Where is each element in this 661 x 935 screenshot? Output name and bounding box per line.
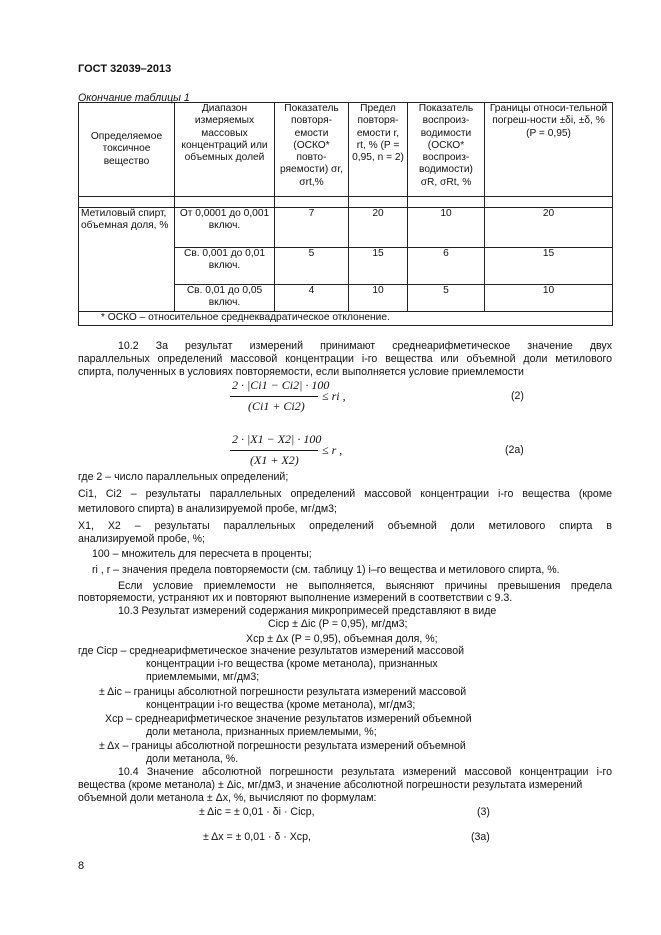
col-header-reproducibility-index: Показатель воспроиз-водимости (ОСКО* воспроиз-водимости) σR, σRt, %: [408, 103, 485, 197]
eq2a-fraction-bar: [230, 450, 318, 451]
paragraph-10-2-line-2: параллельных определений массовой концентрации i-го вещества или объемной доли метилового: [78, 353, 612, 365]
value-cell: 10: [349, 285, 408, 312]
eq2-numerator: 2 · |Ci1 − Ci2| · 100: [232, 378, 330, 392]
where-line-2: Ci1, Ci2 – результаты параллельных определений массовой концентрации i-го вещества (кроме: [78, 488, 612, 500]
range-cell: Св. 0,001 до 0,01 включ.: [175, 248, 275, 285]
range-cell: От 0,0001 до 0,001 включ.: [175, 208, 275, 248]
paragraph-10-4-line-3: объемной доли метанола ± Δx, %, вычисляют по формулам:: [78, 792, 377, 804]
def-line-7: доли метанола, признанных приемлемыми, %;: [146, 726, 377, 738]
value-cell: 5: [408, 285, 485, 312]
where-line-4: X1, X2 – результаты параллельных определений объемной доли метилового спирта в: [78, 520, 612, 532]
value-cell: 10: [485, 285, 613, 312]
result-volume-fraction: Xср ± Δx (P = 0,95), объемная доля, %;: [246, 633, 438, 645]
page-number: 8: [78, 860, 85, 872]
value-cell: 15: [349, 248, 408, 285]
def-line-9: доли метанола, %.: [146, 753, 239, 765]
eq2a-denominator: (X1 + X2): [250, 453, 299, 467]
eq2a-label: (2a): [505, 444, 524, 456]
def-line-6: Xср – среднеарифметическое значение результатов измерений объемной: [105, 713, 472, 725]
table-caption: Окончание таблицы 1: [78, 92, 190, 104]
paragraph-10-4-line-1: 10.4 Значение абсолютной погрешности результата измерений массовой концентрации i-го: [118, 766, 612, 778]
paragraph-10-4-line-2: вещества (кроме метанола) ± Δic, мг/дм3, и значение абсолютной погрешности результата измерений: [78, 779, 583, 791]
col-header-error-bounds: Границы относи-тельной погреш-ности ±δi, ±δ, % (P = 0,95): [485, 103, 613, 197]
eq2a-numerator: 2 · |X1 − X2| · 100: [232, 432, 322, 446]
document-header: ГОСТ 32039–2013: [78, 63, 172, 75]
where-line-1: где 2 – число параллельных определений;: [78, 471, 289, 483]
col-header-substance: Определяемое токсичное вещество: [79, 103, 175, 197]
where-line-3: метилового спирта) в анализируемой пробе, мг/дм3;: [78, 503, 337, 515]
eq3a-label: (3a): [471, 831, 490, 843]
spacer-row: [79, 197, 613, 208]
value-cell: 6: [408, 248, 485, 285]
eq3-formula: ± Δic = ± 0,01 · δi · Ciср,: [199, 806, 315, 818]
def-line-5: концентрации i-го вещества (кроме метанола), мг/дм3;: [146, 699, 416, 711]
range-cell: Св. 0,01 до 0,05 включ.: [175, 285, 275, 312]
value-cell: 20: [485, 208, 613, 248]
paragraph-10-2-line-1: 10.2 За результат измерений принимают среднеарифметическое значение двух: [118, 340, 612, 352]
value-cell: 4: [275, 285, 349, 312]
table-footnote: * ОСКО – относительное среднеквадратическое отклонение.: [79, 312, 613, 326]
value-cell: 15: [485, 248, 613, 285]
value-cell: 7: [275, 208, 349, 248]
def-line-3: приемлемыми, мг/дм3;: [146, 671, 260, 683]
def-line-1: где Ciср – среднеарифметическое значение результатов измерений массовой: [78, 645, 464, 657]
def-line-2: концентрации i-го вещества (кроме метанола), признанных: [146, 658, 438, 670]
eq2-rhs: ≤ ri ,: [322, 389, 346, 403]
table-row: [79, 208, 613, 248]
substance-cell: Метиловый спирт, объемная доля, %: [79, 208, 175, 312]
where-line-5: анализируемой пробе, %;: [78, 533, 205, 545]
col-header-repeatability-limit: Предел повторя-емости r, rt, % (P = 0,95, n = 2): [349, 103, 408, 197]
value-cell: 20: [349, 208, 408, 248]
where-line-7: ri , r – значения предела повторяемости (см. таблицу 1) i–го вещества и метилового спирта, %.: [92, 564, 560, 576]
col-header-repeatability-index: Показатель повторя-емости (ОСКО* повто-ряемости) σr, σrt,%: [275, 103, 349, 197]
eq2a-rhs: ≤ r ,: [322, 443, 343, 457]
def-line-8: ± Δx – границы абсолютной погрешности результата измерений объемной: [99, 740, 466, 752]
eq2-label: (2): [511, 390, 524, 402]
eq3a-formula: ± Δx = ± 0,01 · δ · Xср,: [203, 831, 311, 843]
def-line-4: ± Δic – границы абсолютной погрешности результата измерений массовой: [99, 686, 467, 698]
data-table: [78, 102, 613, 326]
result-mass-concentration: Ciср ± Δic (P = 0,95), мг/дм3;: [268, 618, 408, 630]
col-header-range: Диапазон измеряемых массовых концентраций или объемных долей: [175, 103, 275, 197]
paragraph-10-3: 10.3 Результат измерений содержания микропримесей представляют в виде: [118, 605, 497, 617]
value-cell: 10: [408, 208, 485, 248]
condition-line-2: повторяемости, устраняют их и повторяют выполнение измерений в соответствии с 9.3.: [78, 592, 513, 604]
paragraph-10-2-line-3: спирта, полученных в условиях повторяемости, если выполняется условие приемлемости: [78, 366, 524, 378]
eq2-denominator: (Ci1 + Ci2): [248, 399, 305, 413]
condition-line-1: Если условие приемлемости не выполняется, выясняют причины превышения предела: [118, 580, 612, 592]
eq3-label: (3): [477, 806, 490, 818]
value-cell: 5: [275, 248, 349, 285]
eq2-fraction-bar: [230, 396, 318, 397]
where-line-6: 100 – множитель для пересчета в проценты;: [92, 548, 312, 560]
